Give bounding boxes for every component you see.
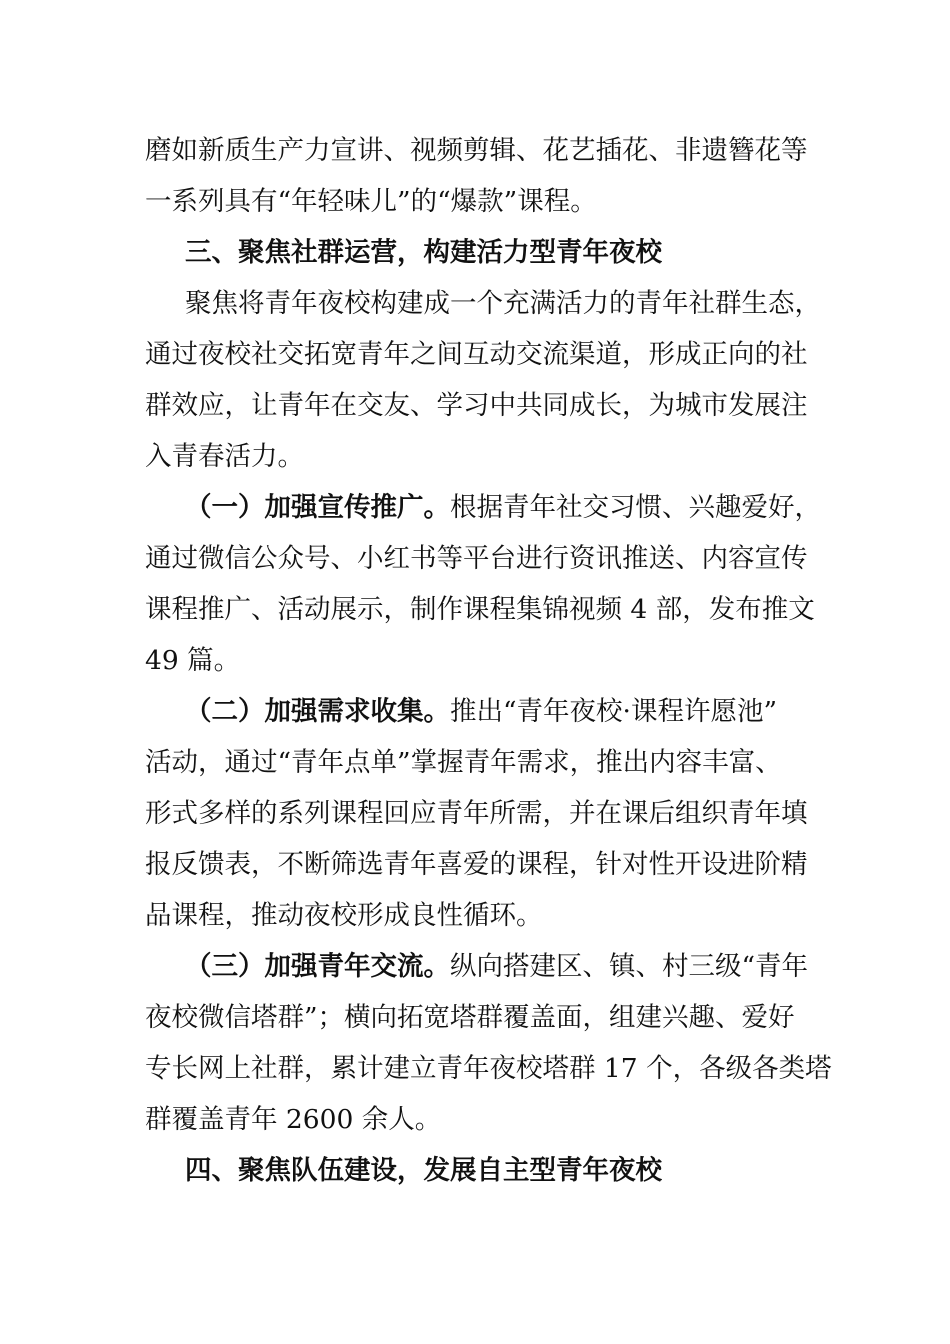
text-line: 形式多样的系列课程回应青年所需，并在课后组织青年填 (145, 798, 808, 829)
document-page (145, 125, 832, 1196)
text-line: 通过夜校社交拓宽青年之间互动交流渠道，形成正向的社 (145, 339, 808, 370)
text-line: 入青春活力。 (145, 441, 304, 472)
text-run: 根据青年社交习惯、兴趣爱好， (450, 492, 821, 523)
section-heading-4: 四、聚焦队伍建设，发展自主型青年夜校 (185, 1155, 662, 1186)
text-line: 专长网上社群，累计建立青年夜校塔群 17 个，各级各类塔 (145, 1053, 832, 1084)
subsection-heading-3: （三）加强青年交流。 (185, 951, 450, 982)
text-line: 群效应，让青年在交友、学习中共同成长，为城市发展注 (145, 390, 808, 421)
subsection-line (145, 482, 821, 533)
text-line: 49 篇。 (145, 645, 241, 676)
text-line: 群覆盖青年 2600 余人。 (145, 1104, 442, 1135)
text-line: 报反馈表，不断筛选青年喜爱的课程，针对性开设进阶精 (145, 849, 808, 880)
text-line: 磨如新质生产力宣讲、视频剪辑、花艺插花、非遗簪花等 (145, 135, 808, 166)
text-line: 通过微信公众号、小红书等平台进行资讯推送、内容宣传 (145, 543, 808, 574)
subsection-heading-2: （二）加强需求收集。 (185, 696, 450, 727)
text-line: 聚焦将青年夜校构建成一个充满活力的青年社群生态， (185, 288, 821, 319)
text-line: 课程推广、活动展示，制作课程集锦视频 4 部，发布推文 (145, 594, 815, 625)
text-line: 一系列具有“年轻味儿”的“爆款”课程。 (145, 186, 597, 217)
text-line: 夜校微信塔群”；横向拓宽塔群覆盖面，组建兴趣、爱好 (145, 1002, 795, 1033)
text-run: 纵向搭建区、镇、村三级“青年 (450, 951, 809, 982)
subsection-heading-1: （一）加强宣传推广。 (185, 492, 450, 523)
text-line: 活动，通过“青年点单”掌握青年需求，推出内容丰富、 (145, 747, 782, 778)
text-line: 品课程，推动夜校形成良性循环。 (145, 900, 543, 931)
subsection-line (145, 941, 810, 992)
subsection-line (145, 686, 810, 737)
text-run: 推出“青年夜校·课程许愿池” (450, 696, 778, 727)
section-heading-3: 三、聚焦社群运营，构建活力型青年夜校 (185, 237, 662, 268)
